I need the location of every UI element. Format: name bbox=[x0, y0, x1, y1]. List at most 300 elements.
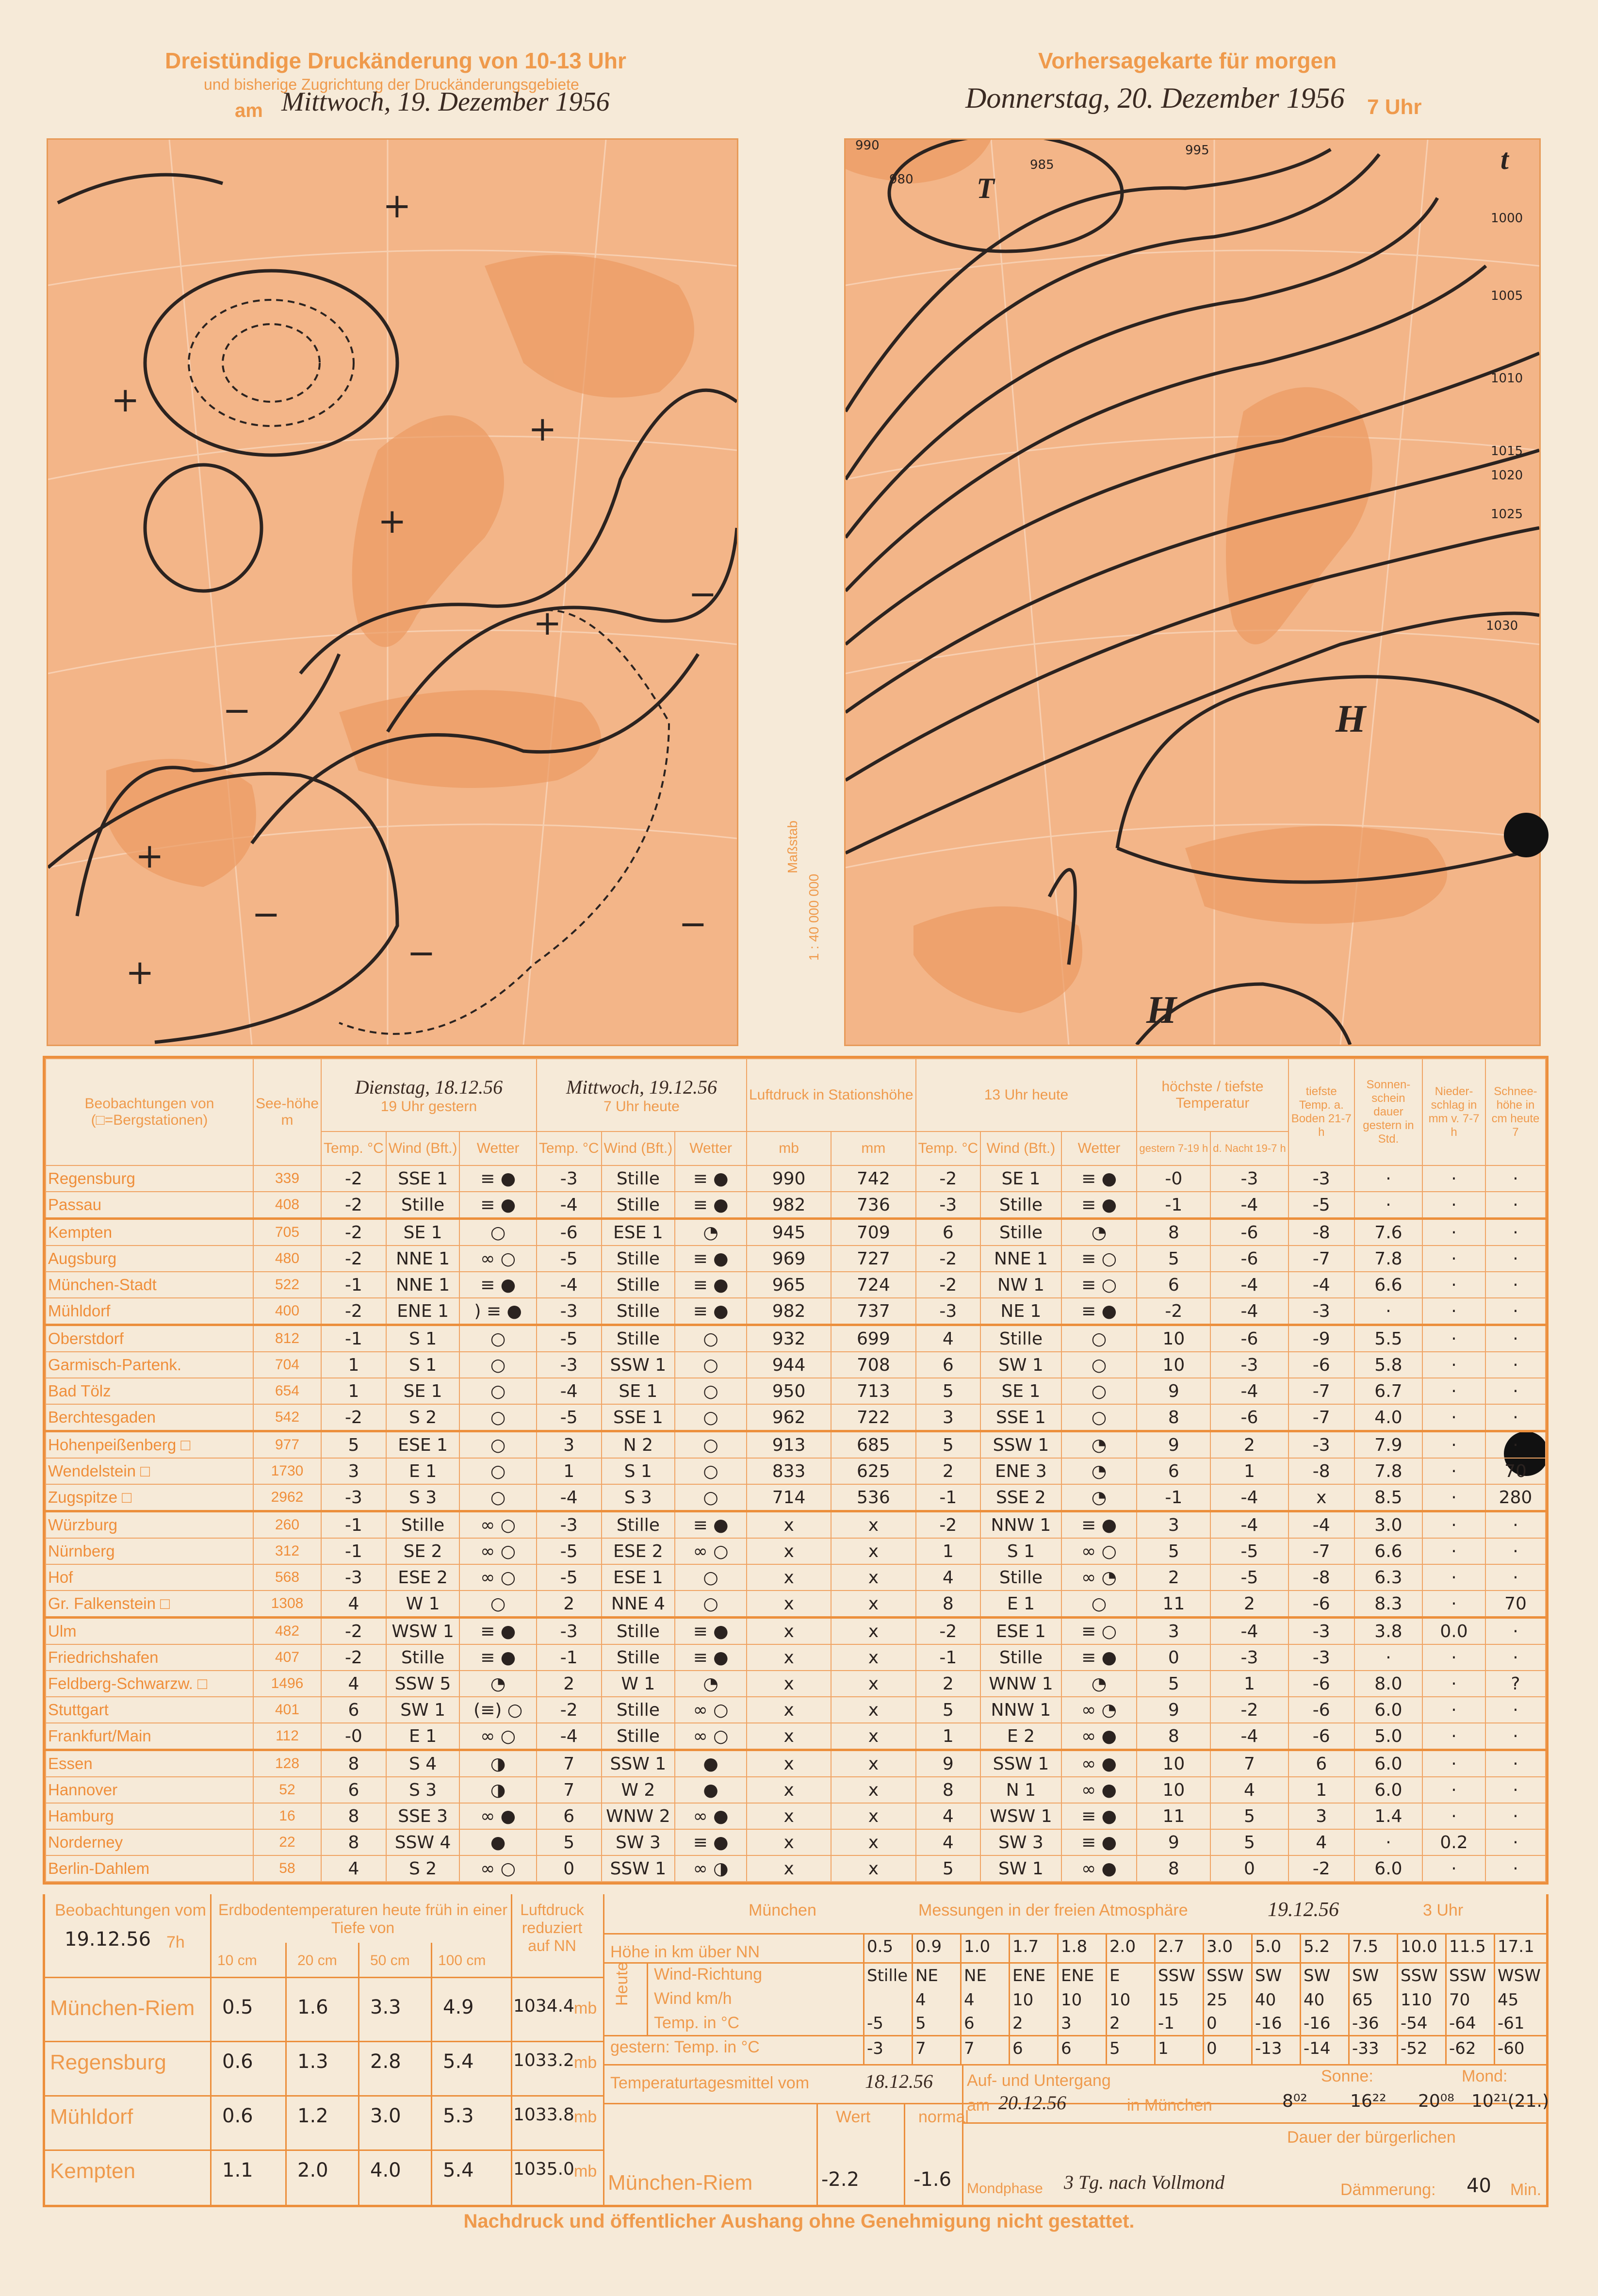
table-cell: 704 bbox=[253, 1352, 321, 1378]
table-cell: 5 bbox=[321, 1431, 386, 1459]
table-cell: 11 bbox=[1137, 1803, 1210, 1829]
upper-air-gestern-value: 1 bbox=[1158, 2039, 1169, 2058]
upper-air-temp-value: -64 bbox=[1449, 2014, 1476, 2033]
table-cell: · bbox=[1485, 1404, 1546, 1431]
table-cell: -3 bbox=[537, 1511, 602, 1539]
table-cell: 709 bbox=[831, 1219, 915, 1246]
table-cell: -3 bbox=[321, 1484, 386, 1511]
heights-label: Höhe in km über NN bbox=[610, 1943, 760, 1961]
svg-text:H: H bbox=[1146, 989, 1177, 1032]
sun-sonne-label: Sonne: bbox=[1321, 2067, 1373, 2085]
upper-air-heights-value: 1.0 bbox=[964, 1937, 991, 1956]
table-cell: ◔ bbox=[675, 1671, 747, 1697]
table-cell: 1.4 bbox=[1354, 1803, 1422, 1829]
table-cell: x bbox=[747, 1855, 831, 1882]
table-cell: ≡ ● bbox=[675, 1644, 747, 1671]
table-cell: x bbox=[747, 1644, 831, 1671]
table-cell: ≡ ● bbox=[675, 1511, 747, 1539]
table-row bbox=[46, 1484, 1546, 1511]
table-cell: -1 bbox=[1137, 1192, 1210, 1219]
table-cell: 8.0 bbox=[1354, 1671, 1422, 1697]
upper-air-dir-value: SSW bbox=[1401, 1966, 1438, 1985]
table-cell: NNW 1 bbox=[980, 1697, 1061, 1723]
table-cell: ≡ ● bbox=[459, 1192, 536, 1219]
table-cell: 2 bbox=[916, 1671, 981, 1697]
table-cell: Stille bbox=[980, 1219, 1061, 1246]
upper-air-heights-value: 2.0 bbox=[1109, 1937, 1136, 1956]
table-cell: ○ bbox=[459, 1378, 536, 1404]
soil-temp-value: 3.0 bbox=[370, 2105, 401, 2127]
station-name: München-Stadt bbox=[46, 1272, 253, 1298]
col-header-day1: Dienstag, 18.12.56 19 Uhr gestern bbox=[321, 1059, 537, 1132]
table-cell: -5 bbox=[537, 1538, 602, 1564]
table-cell: S 1 bbox=[386, 1325, 460, 1352]
table-cell: 6.3 bbox=[1354, 1564, 1422, 1591]
table-cell: ○ bbox=[459, 1219, 536, 1246]
soil-temp-value: 1.2 bbox=[297, 2105, 328, 2127]
table-row bbox=[46, 1272, 1546, 1298]
table-row bbox=[46, 1777, 1546, 1803]
soil-temp-value: 4.9 bbox=[443, 1996, 474, 2018]
table-cell: ESE 1 bbox=[386, 1431, 460, 1459]
soil-pressure-value: 1033.2 bbox=[513, 2050, 574, 2070]
station-name: Garmisch-Partenk. bbox=[46, 1352, 253, 1378]
table-cell: -4 bbox=[537, 1723, 602, 1750]
station-name: Friedrichshafen bbox=[46, 1644, 253, 1671]
sub-header-tmax: gestern 7-19 h bbox=[1137, 1132, 1210, 1165]
table-cell: SE 1 bbox=[386, 1219, 460, 1246]
sun-date: 20.12.56 bbox=[998, 2092, 1066, 2114]
table-cell: ○ bbox=[675, 1404, 747, 1431]
upper-air-speed-value: 70 bbox=[1449, 1990, 1470, 2010]
table-row bbox=[46, 1511, 1546, 1539]
table-cell: -3 bbox=[1210, 1165, 1288, 1192]
table-cell: ○ bbox=[1061, 1352, 1137, 1378]
table-row bbox=[46, 1458, 1546, 1484]
table-cell: -5 bbox=[1210, 1538, 1288, 1564]
table-cell: SSW 1 bbox=[602, 1750, 675, 1777]
table-cell: · bbox=[1485, 1431, 1546, 1459]
table-cell: · bbox=[1422, 1219, 1485, 1246]
table-cell: 1 bbox=[1210, 1671, 1288, 1697]
soil-temp-value: 0.6 bbox=[222, 2050, 253, 2073]
table-cell: 6.0 bbox=[1354, 1855, 1422, 1882]
table-cell: 7 bbox=[537, 1777, 602, 1803]
table-cell: ◔ bbox=[1061, 1671, 1137, 1697]
isobar-label: 990 bbox=[855, 140, 880, 153]
svg-text:+: + bbox=[528, 409, 557, 449]
table-cell: SE 1 bbox=[980, 1165, 1061, 1192]
table-cell: ○ bbox=[459, 1431, 536, 1459]
table-cell: -3 bbox=[1210, 1644, 1288, 1671]
table-cell: 3.8 bbox=[1354, 1618, 1422, 1645]
table-cell: Stille bbox=[602, 1192, 675, 1219]
table-cell: 1 bbox=[1210, 1458, 1288, 1484]
station-name: Feldberg-Schwarzw. □ bbox=[46, 1671, 253, 1697]
table-cell: S 2 bbox=[386, 1855, 460, 1882]
table-cell: SW 1 bbox=[980, 1855, 1061, 1882]
table-cell: -2 bbox=[321, 1165, 386, 1192]
table-cell: x bbox=[747, 1750, 831, 1777]
isobar-label: 1025 bbox=[1491, 507, 1523, 522]
sun-set: 16²² bbox=[1350, 2091, 1386, 2111]
upper-air-speed-value: 65 bbox=[1352, 1990, 1373, 2010]
table-cell: SSE 2 bbox=[980, 1484, 1061, 1511]
table-cell: x bbox=[831, 1750, 915, 1777]
upper-air-heights-value: 3.0 bbox=[1207, 1937, 1233, 1956]
station-name: Wendelstein □ bbox=[46, 1458, 253, 1484]
table-cell: 112 bbox=[253, 1723, 321, 1750]
table-cell: 128 bbox=[253, 1750, 321, 1777]
upper-air-dir-value: SW bbox=[1304, 1966, 1331, 1985]
table-cell: x bbox=[831, 1723, 915, 1750]
table-cell: · bbox=[1485, 1378, 1546, 1404]
table-cell: 708 bbox=[831, 1352, 915, 1378]
sub-header-mb: mb bbox=[747, 1132, 831, 1165]
table-cell: NW 1 bbox=[980, 1272, 1061, 1298]
table-cell: · bbox=[1422, 1458, 1485, 1484]
table-cell: x bbox=[831, 1671, 915, 1697]
table-cell: -6 bbox=[1288, 1697, 1354, 1723]
table-cell: -2 bbox=[1210, 1697, 1288, 1723]
table-cell: 280 bbox=[1485, 1484, 1546, 1511]
col-header-day2-7: Mittwoch, 19.12.56 7 Uhr heute bbox=[537, 1059, 747, 1132]
table-cell: ● bbox=[459, 1829, 536, 1855]
sub-header-weather: Wetter bbox=[1061, 1132, 1137, 1165]
table-cell: S 1 bbox=[602, 1458, 675, 1484]
table-cell: 70 bbox=[1485, 1591, 1546, 1618]
table-cell: -3 bbox=[916, 1298, 981, 1325]
table-cell: x bbox=[831, 1564, 915, 1591]
table-cell: 625 bbox=[831, 1458, 915, 1484]
table-cell: ◔ bbox=[1061, 1219, 1137, 1246]
table-cell: ○ bbox=[675, 1591, 747, 1618]
upper-air-dir-value: NE bbox=[964, 1966, 987, 1985]
soil-temp-value: 2.0 bbox=[297, 2159, 328, 2181]
table-cell: 3 bbox=[321, 1458, 386, 1484]
col-header-ground: tiefste Temp. a. Boden 21-7 h bbox=[1288, 1059, 1354, 1165]
isobar-label: 1000 bbox=[1491, 211, 1523, 226]
table-cell: 2 bbox=[1210, 1431, 1288, 1459]
table-cell: ● bbox=[675, 1750, 747, 1777]
table-cell: 542 bbox=[253, 1404, 321, 1431]
table-cell: -2 bbox=[1137, 1298, 1210, 1325]
table-cell: -5 bbox=[1210, 1564, 1288, 1591]
upper-air-time: 3 Uhr bbox=[1423, 1901, 1464, 1919]
table-cell: ESE 2 bbox=[386, 1564, 460, 1591]
upper-air-gestern-value: -60 bbox=[1498, 2039, 1525, 2058]
upper-air-date: 19.12.56 bbox=[1268, 1899, 1339, 1921]
table-cell: 1308 bbox=[253, 1591, 321, 1618]
table-cell: x bbox=[831, 1803, 915, 1829]
table-cell: -4 bbox=[1210, 1511, 1288, 1539]
table-cell: · bbox=[1485, 1192, 1546, 1219]
station-name: Kempten bbox=[46, 1219, 253, 1246]
table-cell: 480 bbox=[253, 1246, 321, 1272]
table-cell: · bbox=[1485, 1564, 1546, 1591]
upper-air-dir-value: ENE bbox=[1012, 1966, 1046, 1985]
table-cell: ? bbox=[1485, 1671, 1546, 1697]
table-cell: x bbox=[747, 1723, 831, 1750]
table-cell: · bbox=[1422, 1272, 1485, 1298]
table-cell: · bbox=[1422, 1431, 1485, 1459]
station-name: Nürnberg bbox=[46, 1538, 253, 1564]
dauer-label: Dauer der bürgerlichen bbox=[1287, 2128, 1456, 2147]
table-cell: W 1 bbox=[386, 1591, 460, 1618]
table-cell: -3 bbox=[1210, 1352, 1288, 1378]
table-cell: · bbox=[1485, 1750, 1546, 1777]
table-cell: -6 bbox=[1288, 1591, 1354, 1618]
table-row bbox=[46, 1165, 1546, 1192]
upper-air-dir-value: NE bbox=[915, 1966, 938, 1985]
table-cell: Stille bbox=[602, 1723, 675, 1750]
sub-header-temp: Temp. °C bbox=[916, 1132, 981, 1165]
table-cell: -4 bbox=[1210, 1484, 1288, 1511]
sun-am: am bbox=[967, 2096, 990, 2115]
table-cell: · bbox=[1354, 1165, 1422, 1192]
table-cell: -0 bbox=[321, 1723, 386, 1750]
upper-air-gestern-value: -13 bbox=[1255, 2039, 1282, 2058]
table-cell: -6 bbox=[537, 1219, 602, 1246]
table-cell: ◑ bbox=[459, 1777, 536, 1803]
table-cell: 8 bbox=[321, 1750, 386, 1777]
table-cell: ∞ ○ bbox=[459, 1511, 536, 1539]
table-cell: x bbox=[747, 1829, 831, 1855]
moon-set: 10²¹(21.) bbox=[1471, 2091, 1549, 2111]
upper-air-temp-value: 5 bbox=[915, 2014, 926, 2033]
table-cell: · bbox=[1422, 1511, 1485, 1539]
table-cell: Stille bbox=[980, 1564, 1061, 1591]
table-cell: ≡ ● bbox=[675, 1618, 747, 1645]
table-cell: 6.6 bbox=[1354, 1272, 1422, 1298]
table-cell: 482 bbox=[253, 1618, 321, 1645]
observation-table bbox=[43, 1056, 1549, 1885]
table-cell: 6 bbox=[1137, 1458, 1210, 1484]
table-cell: · bbox=[1422, 1723, 1485, 1750]
table-cell: · bbox=[1422, 1538, 1485, 1564]
table-cell: ∞ ○ bbox=[675, 1697, 747, 1723]
table-cell: 722 bbox=[831, 1404, 915, 1431]
table-cell: 9 bbox=[1137, 1697, 1210, 1723]
table-cell: 7.9 bbox=[1354, 1431, 1422, 1459]
upper-air-speed-value: 110 bbox=[1401, 1990, 1432, 2010]
table-cell: 5 bbox=[1137, 1671, 1210, 1697]
upper-air-dir-value: WSW bbox=[1498, 1966, 1541, 1985]
upper-air-temp-value: -16 bbox=[1255, 2014, 1282, 2033]
table-cell: -8 bbox=[1288, 1564, 1354, 1591]
soil-pressure-unit: mb bbox=[574, 2053, 597, 2072]
lower-section bbox=[43, 1894, 1549, 2207]
svg-text:H: H bbox=[1336, 698, 1366, 740]
table-cell: S 1 bbox=[386, 1352, 460, 1378]
table-cell: x bbox=[747, 1777, 831, 1803]
upper-air-heights-value: 0.5 bbox=[867, 1937, 894, 1956]
table-cell: -2 bbox=[1288, 1855, 1354, 1882]
table-cell: ENE 1 bbox=[386, 1298, 460, 1325]
table-cell: ◔ bbox=[1061, 1484, 1137, 1511]
table-cell: Stille bbox=[602, 1697, 675, 1723]
table-cell: 1496 bbox=[253, 1671, 321, 1697]
table-cell: -5 bbox=[1288, 1192, 1354, 1219]
left-map-date: Mittwoch, 19. Dezember 1956 bbox=[281, 87, 610, 117]
table-cell: -1 bbox=[321, 1511, 386, 1539]
table-cell: 6 bbox=[321, 1777, 386, 1803]
pressure-change-map bbox=[47, 138, 738, 1046]
table-cell: ESE 1 bbox=[980, 1618, 1061, 1645]
table-cell: · bbox=[1422, 1564, 1485, 1591]
table-cell: 3 bbox=[1288, 1803, 1354, 1829]
table-cell: -3 bbox=[537, 1352, 602, 1378]
table-cell: 58 bbox=[253, 1855, 321, 1882]
table-row bbox=[46, 1591, 1546, 1618]
temp-label: Temp. in °C bbox=[654, 2014, 740, 2032]
table-cell: 0.2 bbox=[1422, 1829, 1485, 1855]
mean-temp-label: Temperaturtagesmittel vom bbox=[610, 2074, 810, 2092]
table-cell: · bbox=[1485, 1618, 1546, 1645]
table-cell: x bbox=[831, 1618, 915, 1645]
upper-air-speed-value: 4 bbox=[964, 1990, 975, 2010]
isobar-label: 1020 bbox=[1491, 468, 1523, 483]
table-cell: 16 bbox=[253, 1803, 321, 1829]
soil-station: München-Riem bbox=[50, 1996, 195, 2020]
isobar-label: 1005 bbox=[1491, 289, 1523, 303]
svg-text:−: − bbox=[407, 933, 436, 973]
table-cell: 982 bbox=[747, 1192, 831, 1219]
soil-temp-value: 4.0 bbox=[370, 2159, 401, 2181]
table-cell: S 3 bbox=[386, 1777, 460, 1803]
table-cell: 7.6 bbox=[1354, 1219, 1422, 1246]
table-cell: -1 bbox=[321, 1538, 386, 1564]
table-cell: ≡ ● bbox=[1061, 1165, 1137, 1192]
table-row bbox=[46, 1803, 1546, 1829]
table-cell: ≡ ● bbox=[459, 1165, 536, 1192]
table-cell: S 4 bbox=[386, 1750, 460, 1777]
svg-text:+: + bbox=[111, 380, 140, 420]
soil-pressure-value: 1035.0 bbox=[513, 2159, 574, 2179]
table-cell: 9 bbox=[1137, 1378, 1210, 1404]
upper-air-speed-value: 10 bbox=[1109, 1990, 1131, 2010]
table-cell: 260 bbox=[253, 1511, 321, 1539]
sub-header-wind: Wind (Bft.) bbox=[980, 1132, 1061, 1165]
col-header-precip: Nieder-schlag in mm v. 7-7 h bbox=[1422, 1059, 1485, 1165]
table-cell: WSW 1 bbox=[980, 1803, 1061, 1829]
table-cell: ∞ ○ bbox=[675, 1538, 747, 1564]
table-cell: ○ bbox=[459, 1591, 536, 1618]
table-cell: 945 bbox=[747, 1219, 831, 1246]
table-cell: · bbox=[1422, 1697, 1485, 1723]
upper-air-heights-value: 2.7 bbox=[1158, 1937, 1185, 1956]
table-cell: -2 bbox=[321, 1618, 386, 1645]
sun-mond-label: Mond: bbox=[1462, 2067, 1508, 2085]
station-name: Ulm bbox=[46, 1618, 253, 1645]
table-cell: · bbox=[1485, 1246, 1546, 1272]
table-cell: 1730 bbox=[253, 1458, 321, 1484]
table-cell: · bbox=[1422, 1750, 1485, 1777]
daemmerung-unit: Min. bbox=[1510, 2181, 1542, 2199]
table-cell: · bbox=[1485, 1829, 1546, 1855]
table-cell: -1 bbox=[537, 1644, 602, 1671]
table-cell: 7.8 bbox=[1354, 1246, 1422, 1272]
table-cell: · bbox=[1422, 1803, 1485, 1829]
table-cell: SSW 1 bbox=[602, 1855, 675, 1882]
soil-temp-value: 2.8 bbox=[370, 2050, 401, 2073]
table-cell: SSW 1 bbox=[980, 1431, 1061, 1459]
station-name: Augsburg bbox=[46, 1246, 253, 1272]
table-cell: 4 bbox=[1210, 1777, 1288, 1803]
table-cell: · bbox=[1422, 1246, 1485, 1272]
table-cell: ≡ ● bbox=[1061, 1192, 1137, 1219]
table-row bbox=[46, 1564, 1546, 1591]
right-map-date: Donnerstag, 20. Dezember 1956 bbox=[965, 82, 1345, 114]
table-cell: -3 bbox=[321, 1564, 386, 1591]
table-cell: -4 bbox=[1210, 1272, 1288, 1298]
table-row bbox=[46, 1219, 1546, 1246]
left-map-title: Dreistündige Druckänderung von 10-13 Uhr bbox=[165, 48, 626, 73]
table-cell: 7.8 bbox=[1354, 1458, 1422, 1484]
table-cell: 6.7 bbox=[1354, 1378, 1422, 1404]
sub-header-wind: Wind (Bft.) bbox=[386, 1132, 460, 1165]
table-cell: x bbox=[747, 1671, 831, 1697]
table-cell: 977 bbox=[253, 1431, 321, 1459]
table-cell: -4 bbox=[1288, 1272, 1354, 1298]
table-cell: 52 bbox=[253, 1777, 321, 1803]
table-cell: E 1 bbox=[386, 1723, 460, 1750]
table-cell: ○ bbox=[459, 1325, 536, 1352]
table-cell: -2 bbox=[321, 1298, 386, 1325]
table-cell: -2 bbox=[916, 1272, 981, 1298]
table-cell: Stille bbox=[602, 1644, 675, 1671]
table-cell: ≡ ● bbox=[459, 1272, 536, 1298]
upper-air-gestern-value: 7 bbox=[964, 2039, 975, 2058]
table-cell: -2 bbox=[321, 1644, 386, 1671]
table-cell: SW 1 bbox=[386, 1697, 460, 1723]
upper-air-gestern-value: -14 bbox=[1304, 2039, 1331, 2058]
table-cell: · bbox=[1485, 1352, 1546, 1378]
table-cell: -6 bbox=[1210, 1219, 1288, 1246]
col-header-temperatur: höchste / tiefste Temperatur bbox=[1137, 1059, 1288, 1132]
upper-air-station: München bbox=[749, 1901, 816, 1919]
mean-temp-wert: -2.2 bbox=[821, 2168, 860, 2191]
table-cell: 8 bbox=[916, 1777, 981, 1803]
footer-notice: Nachdruck und öffentlicher Aushang ohne Genehmigung nicht gestattet. bbox=[463, 2211, 1135, 2232]
soil-pressure-unit: mb bbox=[574, 1999, 597, 2017]
table-cell: ≡ ● bbox=[675, 1829, 747, 1855]
table-cell: 6 bbox=[916, 1219, 981, 1246]
table-cell: -3 bbox=[537, 1618, 602, 1645]
table-cell: -1 bbox=[321, 1272, 386, 1298]
table-cell: SSE 1 bbox=[602, 1404, 675, 1431]
table-cell: -1 bbox=[321, 1325, 386, 1352]
heute-label: Heute bbox=[613, 1962, 631, 2006]
col-header-snow: Schnee-höhe in cm heute 7 bbox=[1485, 1059, 1546, 1165]
table-cell: · bbox=[1422, 1404, 1485, 1431]
table-cell: 6 bbox=[537, 1803, 602, 1829]
table-cell: NNE 4 bbox=[602, 1591, 675, 1618]
table-cell: -2 bbox=[916, 1618, 981, 1645]
table-cell: · bbox=[1422, 1777, 1485, 1803]
soil-temp-value: 5.4 bbox=[443, 2050, 474, 2073]
table-cell: Stille bbox=[980, 1325, 1061, 1352]
right-map-time: 7 Uhr bbox=[1367, 95, 1422, 119]
table-cell: 6 bbox=[1288, 1750, 1354, 1777]
table-cell: 8.3 bbox=[1354, 1591, 1422, 1618]
table-cell: Stille bbox=[602, 1246, 675, 1272]
upper-air-temp-value: -5 bbox=[867, 2014, 883, 2033]
table-cell: 5 bbox=[916, 1431, 981, 1459]
upper-air-temp-value: 2 bbox=[1109, 2014, 1120, 2033]
table-cell: 4.0 bbox=[1354, 1404, 1422, 1431]
table-cell: 2 bbox=[1137, 1564, 1210, 1591]
